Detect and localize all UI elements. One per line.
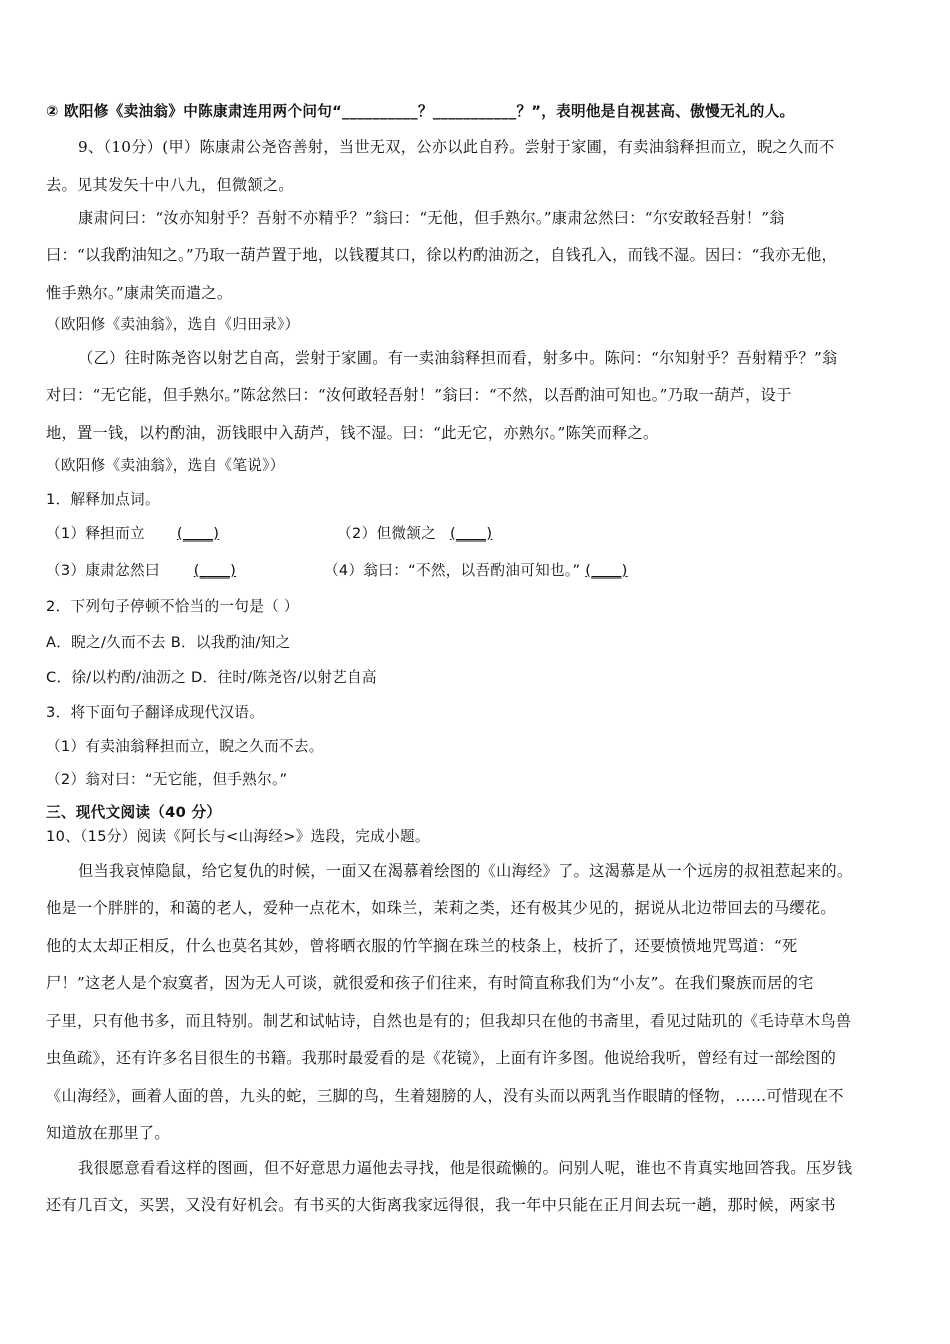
subquestion-3-item-2: （2）翁对曰：“无它能，但手熟尔。”	[46, 771, 288, 788]
subquestion-1-row-2	[46, 561, 920, 581]
q9-yi-source: （欧阳修《卖油翁》，选自《笔说》）	[46, 457, 285, 474]
passage-p1-line-2: 他是一个胖胖的，和蔼的老人，爱种一点花木，如珠兰，茉莉之类，还有极其少见的，据说从北边带回去的马缨花。	[46, 899, 836, 917]
q9-jia-line-5: 惟手熟尔。”康肃笑而遣之。	[46, 284, 233, 302]
q9-jia-line-4: 曰：“以我酌油知之。”乃取一葫芦置于地，以钱覆其口，徐以杓酌油沥之，自钱孔入，而钱不湿。因曰：“我亦无他，	[46, 246, 837, 264]
subquestion-2-options-cd: C．徐/以杓酌/油沥之 D．往时/陈尧咨/以射艺自高	[46, 669, 377, 686]
section-3-heading: 三、现代文阅读（40 分）	[46, 804, 222, 821]
question-8-part-2: ② 欧阳修《卖油翁》中陈康肃连用两个问句“__________？___________？”，表明他是自视甚高、傲慢无礼的人。	[46, 103, 795, 120]
sub1-item-2-blank[interactable]: (____)	[450, 525, 493, 542]
q9-jia-line-3: 康肃问曰：“汝亦知射乎？吾射不亦精乎？”翁曰：“无他，但手熟尔。”康肃忿然曰：“尔安敢轻吾射！”翁	[78, 209, 785, 227]
sub1-item-1: （1）释担而立	[46, 525, 145, 542]
sub1-item-1-blank[interactable]: (____)	[176, 525, 220, 542]
subquestion-3-item-1: （1）有卖油翁释担而立，睨之久而不去。	[46, 738, 324, 755]
passage-p1-line-1: 但当我哀悼隐鼠，给它复仇的时候，一面又在渴慕着绘图的《山海经》了。这渴慕是从一个远房的叔祖惹起来的。	[78, 862, 853, 880]
passage-p1-line-5: 子里，只有他书多，而且特别。制艺和试帖诗，自然也是有的；但我却只在他的书斋里，看见过陆玑的《毛诗草木鸟兽	[46, 1012, 852, 1030]
subquestion-1-title: 1．解释加点词。	[46, 491, 160, 508]
passage-p1-line-6: 虫鱼疏》，还有许多名目很生的书籍。我那时最爱看的是《花镜》，上面有许多图。他说给我听，曾经有过一部绘图的	[46, 1049, 837, 1067]
passage-p1-line-3: 他的太太却正相反，什么也莫名其妙，曾将晒衣服的竹竿搁在珠兰的枝条上，枝折了，还要愤愤地咒骂道：“死	[46, 937, 798, 955]
q9-jia-line-2: 去。见其发矢十中八九，但微颔之。	[46, 176, 294, 194]
subquestion-3-title: 3．将下面句子翻译成现代汉语。	[46, 704, 265, 721]
subquestion-2-title: 2．下列句子停顿不恰当的一句是（ ）	[46, 598, 299, 615]
passage-p1-line-4: 尸！”这老人是个寂寞者，因为无人可谈，就很爱和孩子们往来，有时简直称我们为“小友”。在我们聚族而居的宅	[46, 974, 814, 992]
sub1-item-4: （4）翁曰：“不然，以吾酌油可知也。”	[324, 562, 581, 579]
sub1-item-4-blank[interactable]: (____)	[585, 562, 628, 579]
passage-p2-line-1: 我很愿意看看这样的图画，但不好意思力逼他去寻找，他是很疏懒的。问别人呢，谁也不肯真实地回答我。压岁钱	[78, 1159, 853, 1177]
q9-jia-source: （欧阳修《卖油翁》，选自《归田录》）	[46, 316, 300, 333]
sub1-item-3: （3）康肃忿然曰	[46, 562, 160, 579]
q9-yi-line-1: （乙）往时陈尧咨以射艺自高，尝射于家圃。有一卖油翁释担而看，射多中。陈问：“尔知射乎？吾射精乎？”翁	[78, 349, 838, 367]
q9-yi-line-3: 地，置一钱，以杓酌油，沥钱眼中入葫芦，钱不湿。曰：“此无它，亦熟尔。”陈笑而释之。	[46, 424, 659, 442]
question-10-title: 10、（15分）阅读《阿长与<山海经>》选段，完成小题。	[46, 828, 430, 845]
sub1-item-2: （2）但微颔之	[337, 525, 437, 542]
subquestion-2-options-ab: A．睨之/久而不去 B．以我酌油/知之	[46, 634, 291, 651]
passage-p1-line-8: 知道放在那里了。	[46, 1124, 170, 1142]
q9-jia-line-1: 9、（10分）(甲）陈康肃公尧咨善射，当世无双，公亦以此自矜。尝射于家圃，有卖油翁释担而立，睨之久而不	[78, 138, 835, 156]
q9-yi-line-2: 对曰：“无它能，但手熟尔。”陈忿然曰：“汝何敢轻吾射！”翁曰：“不然，以吾酌油可知也。”乃取一葫芦，设于	[46, 386, 792, 404]
passage-p1-line-7: 《山海经》，画着人面的兽，九头的蛇，三脚的鸟，生着翅膀的人，没有头而以两乳当作眼睛的怪物，……可惜现在不	[46, 1087, 844, 1105]
passage-p2-line-2: 还有几百文，买罢，又没有好机会。有书买的大街离我家远得很，我一年中只能在正月间去玩一趟，那时候，两家书	[46, 1196, 836, 1214]
subquestion-1-row-1	[46, 524, 920, 544]
sub1-item-3-blank[interactable]: (____)	[193, 562, 237, 579]
